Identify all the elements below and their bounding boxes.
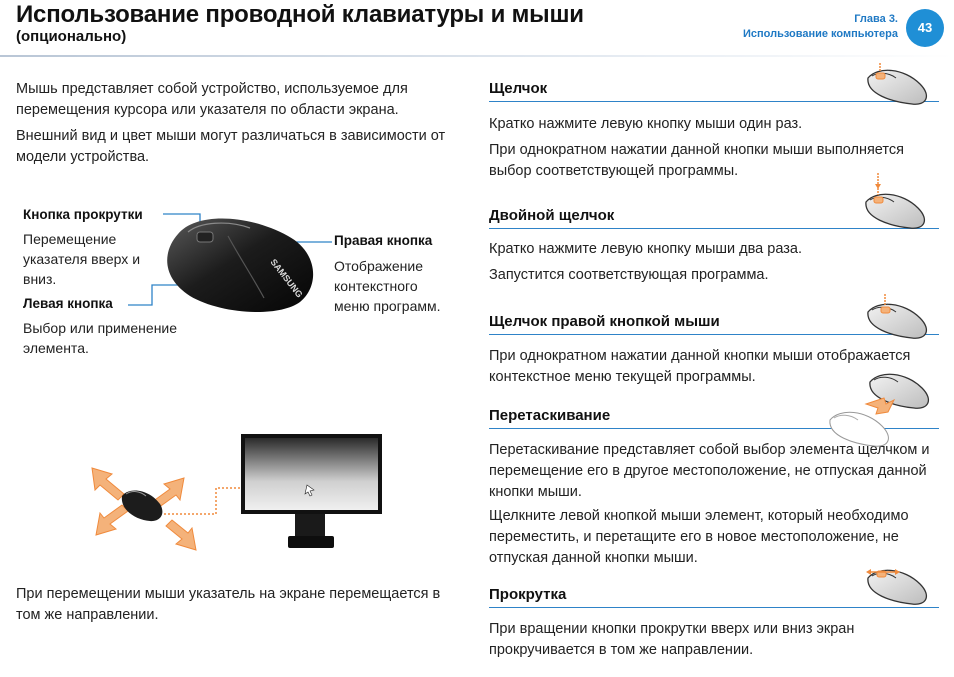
mouse-brand-logo: SAMSUNG	[268, 257, 305, 300]
right-click-mouse-icon	[868, 294, 927, 338]
right-button-label: Правая кнопка	[334, 233, 433, 248]
right-button-description: Отображение контекстного меню программ.	[334, 258, 441, 314]
scroll-button-label: Кнопка прокрутки	[23, 207, 143, 222]
intro-paragraph-2: Внешний вид и цвет мыши могут различаться в зависимости от модели устройства.	[16, 128, 446, 165]
page-number-badge: 43	[906, 9, 944, 47]
drag-mouse-icon	[830, 374, 929, 446]
drag-text-1: Перетаскивание представляет собой выбор элемента щелчком и перемещение его в другое местоположение, не отпуская данной кнопки мыши.	[489, 442, 930, 500]
movement-caption: При перемещении мыши указатель на экране перемещается в том же направлении.	[16, 586, 441, 623]
double-click-text-2: Запустится соответствующая программа.	[489, 267, 769, 283]
right-click-text-1: При однократном нажатии данной кнопки мыши отображается контекстное меню текущей программы.	[489, 348, 911, 385]
page-subtitle: (опционально)	[16, 28, 127, 45]
chapter-title: Использование компьютера	[742, 28, 898, 40]
page-title: Использование проводной клавиатуры и мыши	[16, 1, 584, 28]
section-heading-double-click: Двойной щелчок	[489, 207, 939, 229]
intro-paragraph-1: Мышь представляет собой устройство, используемое для перемещения курсора или указателя по области экрана.	[16, 81, 408, 118]
chapter-number: Глава 3.	[854, 13, 898, 25]
scroll-text-1: При вращении кнопки прокрутки вверх или вниз экран прокручивается в том же направлении.	[489, 621, 855, 658]
scroll-mouse-icon	[866, 569, 926, 604]
left-button-description: Выбор или применение элемента.	[23, 320, 178, 356]
click-mouse-icon	[868, 63, 927, 104]
section-heading-drag: Перетаскивание	[489, 407, 939, 429]
section-heading-right-click: Щелчок правой кнопкой мыши	[489, 313, 939, 335]
double-click-text-1: Кратко нажмите левую кнопку мыши два раза.	[489, 241, 802, 257]
section-heading-click: Щелчок	[489, 80, 939, 102]
drag-text-2: Щелкните левой кнопкой мыши элемент, который необходимо переместить, и перетащите его в новое местоположение, не отпуская данной кнопки мыши.	[489, 508, 909, 566]
click-text-1: Кратко нажмите левую кнопку мыши один раз.	[489, 116, 803, 132]
click-text-2: При однократном нажатии данной кнопки мыши выполняется выбор соответствующей программы.	[489, 142, 904, 179]
section-heading-scroll: Прокрутка	[489, 586, 939, 608]
double-click-mouse-icon	[866, 173, 925, 228]
left-button-label: Левая кнопка	[23, 296, 113, 311]
scroll-button-description: Перемещение указателя вверх и вниз.	[23, 231, 141, 287]
